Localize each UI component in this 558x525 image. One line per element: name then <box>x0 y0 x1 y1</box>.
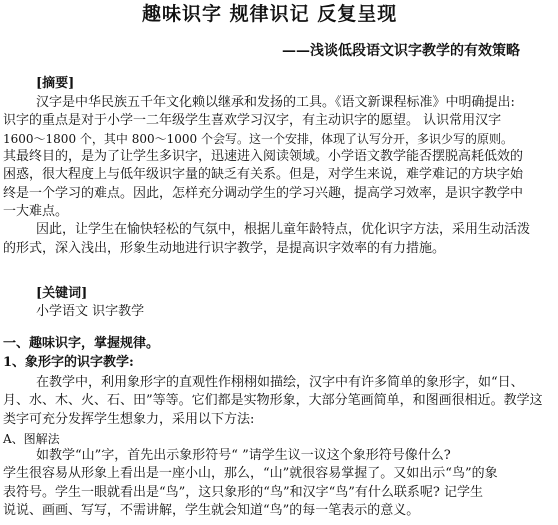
abstract-line: 识字的重点是对于小学一二年级学生喜欢学习汉字，有主动识字的愿望。 认识常用汉字 <box>3 113 502 128</box>
document-title: 趣味识字 规律识记 反复呈现 <box>142 3 398 25</box>
body-line: 学生很容易从形象上看出是一座小山，那么，“山”就很容易掌握了。又如出示“鸟”的象 <box>3 466 498 481</box>
abstract-line: 终是一个学习的难点。因此，怎样充分调动学生的学习兴趣，提高学习效率，是识字教学中 <box>3 186 524 201</box>
document-subtitle: ——浅谈低段语文识字教学的有效策略 <box>282 43 520 59</box>
abstract-line: 1600～1800 个，其中 800～1000 个会写。这一个安排，体现了认写分开，多识少写的原则。 <box>3 132 513 146</box>
abstract-line: 其最终目的，是为了让学生多识字，迅速进入阅读领域。小学语文教学能否摆脱高耗低效的 <box>3 149 524 164</box>
subsection-heading: 1、象形字的识字教学: <box>3 355 134 370</box>
section-heading: 一、趣味识字，掌握规律。 <box>3 336 160 351</box>
body-line: 类字可充分发挥学生想象力，采用以下方法: <box>3 412 255 427</box>
keywords-label: [关键词] <box>36 286 88 301</box>
body-line: 如教学“山”字，首先出示象形符号“ ”请学生议一议这个象形符号像什么? <box>36 448 451 463</box>
abstract-line: 一大难点。 <box>3 204 69 219</box>
abstract-line: 因此，让学生在愉快轻松的气氛中，根据儿童年龄特点，优化识字方法，采用生动活泼 <box>36 222 531 237</box>
body-line: 在教学中，利用象形字的直观性作栩栩如描绘，汉字中有许多简单的象形字，如“日、 <box>36 375 524 390</box>
body-line: 月、水、木、火、石、田”等等。它们都是实物形象，大部分笔画简单，和图画很相近。教学这 <box>3 393 543 408</box>
method-heading: A、图解法 <box>3 432 60 446</box>
body-line: 表符号。学生一眼就看出是“鸟”，这只象形的“鸟”和汉字“鸟”有什么联系呢? 记学生 <box>3 485 483 500</box>
keywords-text: 小学语文 识字教学 <box>36 304 145 319</box>
abstract-line: 汉字是中华民族五千年文化赖以继承和发扬的工具。《语文新课程标准》中明确提出: <box>36 95 515 110</box>
abstract-line: 的形式，深入浅出，形象生动地进行识字教学，是提高识字效率的有力措施。 <box>3 241 446 256</box>
body-line: 说说、画画、写写，不需讲解，学生就会知道“鸟”的每一笔表示的意义。 <box>3 503 420 518</box>
abstract-label: [摘要] <box>36 76 75 91</box>
abstract-line: 困惑，很大程度上与低年级识字量的缺乏有关系。但是，对学生来说，难学难记的方块字始 <box>3 167 524 182</box>
